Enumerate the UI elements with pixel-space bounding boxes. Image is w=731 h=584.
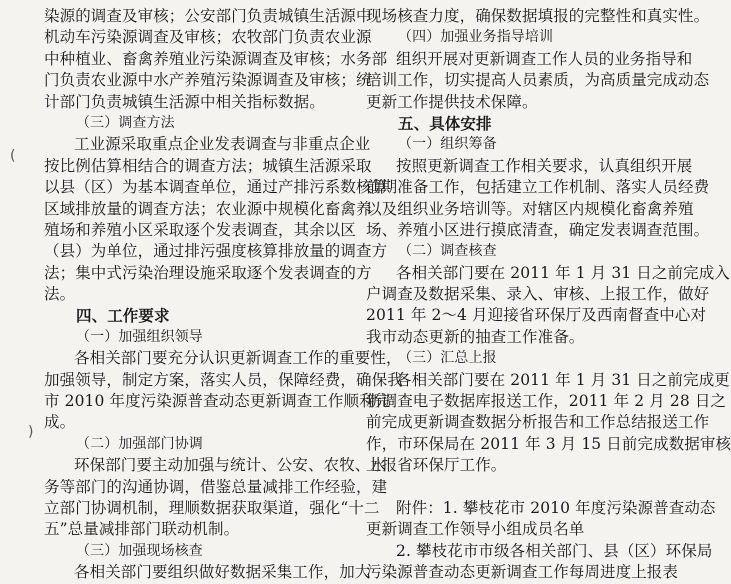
right-column: [366, 6, 731, 584]
binding-hole-mark-icon: (: [10, 148, 16, 164]
text-line: 新调查电子数据库报送工作，2011 年 2 月 28 日之: [366, 392, 727, 411]
text-line: 各相关部门要在 2011 年 1 月 31 日之前完成更: [396, 370, 730, 389]
text-line: 门负责农业源中水产养殖污染源调查及审核；统: [44, 71, 372, 90]
text-line: 我市动态更新的抽查工作准备。: [366, 327, 585, 346]
text-line: 各相关部门要组织做好数据采集工作，加大: [74, 563, 371, 582]
text-line: 更新工作提供技术保障。: [366, 92, 538, 111]
text-line: 2011 年 2～4 月迎接省环保厅及西南督查中心对: [366, 306, 707, 325]
section-heading-summary-report: （三）汇总上报: [398, 350, 497, 367]
text-line: 组织开展对更新调查工作人员的业务指导和: [396, 49, 693, 68]
section-heading-survey-method: （三）调查方法: [76, 114, 175, 131]
text-line: 区域排放量的调查方法；农业源中规模化畜禽养: [44, 199, 372, 218]
spacer: [366, 477, 688, 498]
text-line: 染源的调查及审核；公安部门负责城镇生活源中: [44, 7, 372, 25]
text-line: 以县（区）为基本调查单位，通过产排污系数核算: [44, 178, 388, 197]
text-line: 各相关部门要在 2011 年 1 月 31 日之前完成入: [396, 263, 730, 282]
section-heading-field-check: （三）加强现场核查: [76, 542, 203, 559]
text-line: 按照更新调查工作相关要求，认真组织开展: [396, 156, 693, 175]
text-line: 市 2010 年度污染源普查动态更新调查工作顺利完: [44, 392, 391, 411]
text-line: 成。: [44, 413, 76, 432]
text-line: 场、养殖小区进行摸底清查，确定发表调查范围。: [366, 220, 710, 239]
text-line: 各相关部门要充分认识更新调查工作的重要性，: [74, 349, 402, 368]
section-heading-preparation: （一）组织筹备: [398, 136, 497, 153]
text-line: 工业源采取重点企业发表调查与非重点企业: [74, 135, 371, 154]
text-line: 殖场和养殖小区采取逐个发表调查，其余以区: [44, 220, 357, 239]
text-line: 以及组织业务培训等。对辖区内规模化畜禽养殖: [366, 199, 694, 218]
text-line: 现场核查力度，确保数据填报的完整性和真实性。: [366, 7, 710, 25]
text-line: 计部门负责城镇生活源中相关指标数据。: [44, 92, 325, 111]
text-line: （县）为单位，通过排污强度核算排放量的调查方: [44, 242, 388, 261]
text-line: 户调查及数据采集、录入、审核、上报工作，做好: [366, 285, 710, 304]
text-line: 法。: [44, 285, 76, 304]
text-line: 前期准备工作，包括建立工作机制、落实人员经费: [366, 178, 710, 197]
text-line: 五”总量减排部门联动机制。: [44, 520, 240, 539]
attachment-line: 更新调查工作领导小组成员名单: [366, 520, 585, 539]
part-heading-work-requirements: 四、工作要求: [76, 306, 170, 326]
left-column: [44, 6, 403, 584]
text-line: 上报省环保厅工作。: [366, 456, 507, 475]
text-line: 按比例估算相结合的调查方法；城镇生活源采取: [44, 156, 372, 175]
text-line: 务等部门的沟通协调，借鉴总量减排工作经验，建: [44, 477, 388, 496]
section-heading-training: （四）加强业务指导培训: [398, 29, 554, 46]
text-line: 机动车污染源调查及审核；农牧部门负责农业源: [44, 28, 372, 47]
attachment-line: 附件：1. 攀枝花市 2010 年度污染源普查动态: [396, 498, 716, 517]
text-line: 环保部门要主动加强与统计、公安、农牧、水: [74, 456, 387, 475]
text-line: 加强领导，制定方案，落实人员，保障经费，确保我: [44, 370, 403, 389]
attachment-line: 2. 攀枝花市市级各相关部门、县（区）环保局: [396, 541, 713, 560]
binding-hole-mark-icon: ): [28, 424, 34, 440]
text-line: 前完成更新调查数据分析报告和工作总结报送工作: [366, 413, 710, 432]
text-line: 中种植业、畜禽养殖业污染源调查及审核；水务部: [44, 49, 388, 68]
text-line: 培训工作，切实提高人员素质，为高质量完成动态: [366, 71, 710, 90]
text-line: 立部门协调机制，理顺数据获取渠道，强化“十二: [44, 498, 380, 517]
section-heading-organization: （一）加强组织领导: [76, 328, 203, 345]
section-heading-coordination: （二）加强部门协调: [76, 435, 203, 452]
attachment-line: 污染源普查动态更新调查工作每周进度上报表: [366, 563, 679, 582]
text-line: 法；集中式污染治理设施采取逐个发表调查的方: [44, 263, 372, 282]
section-heading-investigation: （二）调查核查: [398, 243, 497, 260]
part-heading-arrangements: 五、具体安排: [398, 113, 492, 133]
text-line: 作，市环保局在 2011 年 3 月 15 日前完成数据审核: [366, 434, 731, 453]
